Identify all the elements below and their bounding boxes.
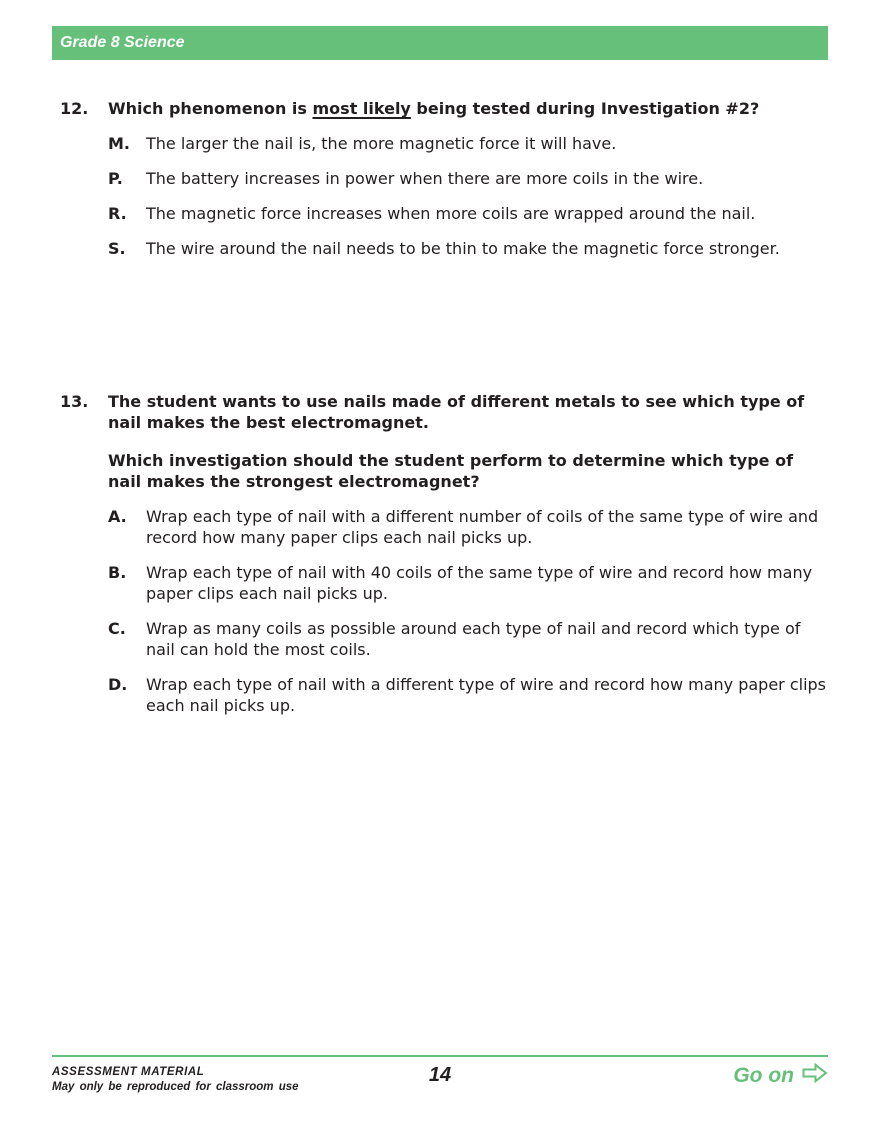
option-text: The larger the nail is, the more magnetic force it will have. xyxy=(146,134,617,153)
stem-text: Which phenomenon is xyxy=(108,99,313,118)
question-12 xyxy=(60,98,830,259)
option-text: Wrap each type of nail with a different number of coils of the same type of wire and record how many paper clips each nail picks up. xyxy=(146,507,819,547)
stem-emphasis: most likely xyxy=(312,99,411,118)
option-text: The wire around the nail needs to be thin to make the magnetic force stronger. xyxy=(146,239,780,258)
question-text xyxy=(108,98,830,119)
answer-option-s[interactable] xyxy=(108,238,830,259)
header-title: Grade 8 Science xyxy=(60,34,185,51)
footer-divider xyxy=(52,1055,828,1057)
option-letter: A. xyxy=(108,507,127,526)
option-letter: S. xyxy=(108,239,126,258)
footer-notice-line1: ASSESSMENT MATERIAL xyxy=(52,1066,205,1078)
answer-option-b[interactable] xyxy=(108,562,830,604)
option-letter: B. xyxy=(108,563,127,582)
option-text: Wrap each type of nail with 40 coils of the same type of wire and record how many paper clips each nail picks up. xyxy=(146,563,813,603)
question-number: 13. xyxy=(60,392,89,411)
answer-option-c[interactable] xyxy=(108,618,830,660)
question-substem: Which investigation should the student perform to determine which type of nail makes the strongest electromagnet? xyxy=(108,451,794,491)
go-on-label: Go on xyxy=(733,1064,794,1087)
answer-option-r[interactable] xyxy=(108,203,830,224)
option-text: Wrap as many coils as possible around each type of nail and record which type of nail can hold the most coils. xyxy=(146,619,801,659)
page-number: 14 xyxy=(428,1064,452,1086)
header-banner xyxy=(52,26,828,60)
option-text: Wrap each type of nail with a different type of wire and record how many paper clips each nail picks up. xyxy=(146,675,827,715)
question-13 xyxy=(60,391,830,716)
question-text: The student wants to use nails made of different metals to see which type of nail makes the best electromagnet. xyxy=(108,392,805,432)
option-letter: C. xyxy=(108,619,126,638)
stem-text: being tested during Investigation #2? xyxy=(410,99,760,118)
answer-option-a[interactable] xyxy=(108,506,830,548)
footer-notice-line2: May only be reproduced for classroom use xyxy=(52,1081,299,1093)
option-text: The battery increases in power when there are more coils in the wire. xyxy=(146,169,704,188)
option-letter: R. xyxy=(108,204,127,223)
question-number: 12. xyxy=(60,99,89,118)
go-on-link[interactable] xyxy=(733,1063,828,1089)
option-letter: M. xyxy=(108,134,130,153)
question-stem xyxy=(60,391,830,433)
question-stem xyxy=(60,98,830,119)
arrow-right-icon xyxy=(794,1063,828,1089)
answer-option-d[interactable] xyxy=(108,674,830,716)
option-letter: P. xyxy=(108,169,123,188)
answer-option-m[interactable] xyxy=(108,133,830,154)
option-letter: D. xyxy=(108,675,128,694)
option-text: The magnetic force increases when more coils are wrapped around the nail. xyxy=(146,204,756,223)
answer-option-p[interactable] xyxy=(108,168,830,189)
